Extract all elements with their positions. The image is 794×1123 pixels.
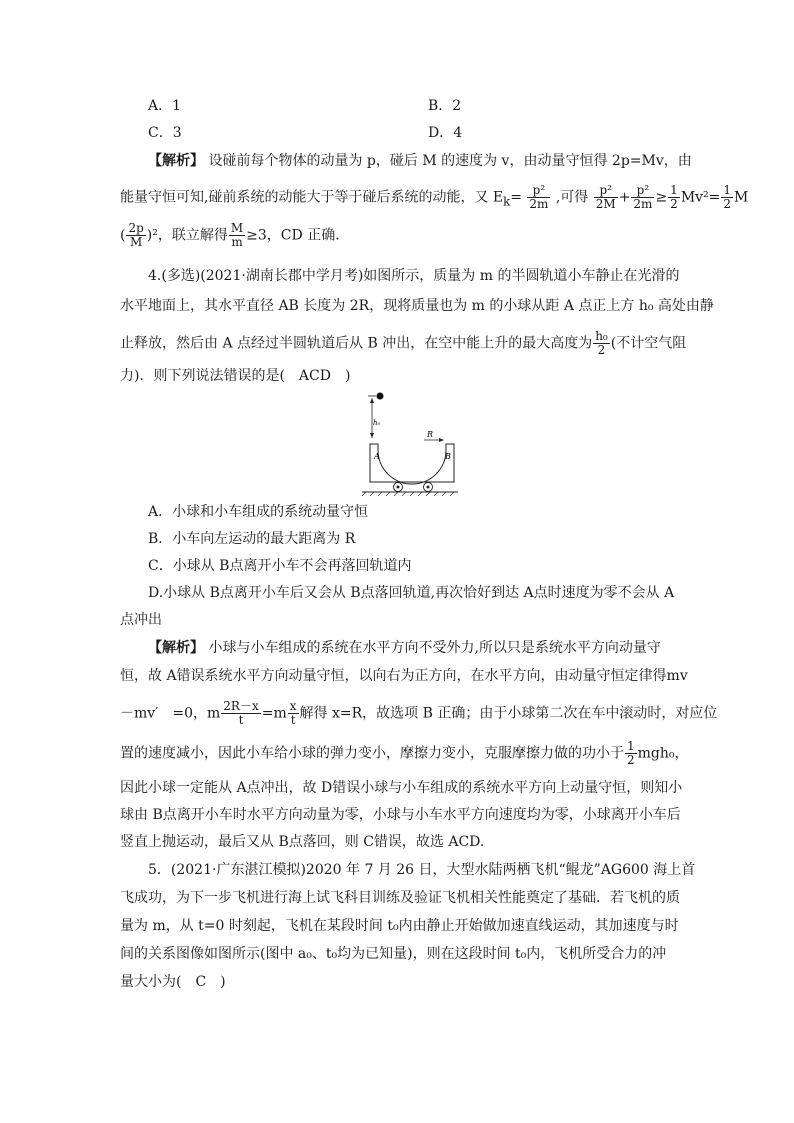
- fraction: $\frac{M}{m}$: [230, 221, 244, 249]
- analysis-line: 恒，故 A错误系统水平方向动量守恒，以向右为正方向，在水平方向，由动量守恒定律得mv: [120, 668, 688, 684]
- fraction: $\frac{x}{t}$: [289, 699, 297, 727]
- analysis-line: 竖直上抛运动，最后又从 B点落回，则 C错误，故选 ACD.: [120, 834, 485, 850]
- option-b: B．小车向左运动的最大距离为 R: [148, 531, 356, 547]
- question-5-stem: 间的关系图像如图所示(图中 a₀、t₀均为已知量)，则在这段时间 t₀内，飞机所受合力的冲: [120, 946, 667, 962]
- question-5-stem: 量大小为( C ): [120, 974, 226, 990]
- analysis-line: [148, 638, 676, 658]
- analysis-text: M: [734, 189, 749, 206]
- b-label: B: [445, 452, 451, 461]
- fraction: $\frac{\text{p²}}{2m}$: [633, 183, 653, 211]
- stem-text: (不计空气阻: [610, 335, 687, 352]
- analysis-tag: 【解析】: [148, 640, 204, 656]
- option-d: D．4: [428, 125, 463, 141]
- analysis-text: =: [510, 189, 522, 206]
- option-c: C．小球从 B点离开小车不会再落回轨道内: [148, 558, 412, 574]
- analysis-text: 能量守恒可知,碰前系统的动能大于等于碰后系统的动能，又 E: [120, 189, 504, 206]
- fraction: $\frac{2R-x}{t}$: [223, 699, 259, 727]
- analysis-text: 解得 x=R，故选项 B 正确；由于小球第二次在车中滚动时，对应位: [299, 705, 718, 722]
- fraction: $\frac{2p}{M}$: [128, 221, 144, 249]
- analysis-line: 因此小球一定能从 A点冲出，故 D错误小球与小车组成的系统水平方向上动量守恒，则知小: [120, 780, 683, 796]
- analysis-line: [120, 222, 676, 249]
- analysis-text: mgh₀，: [637, 745, 689, 762]
- fraction: $\frac{\text{h₀}}{2}$: [595, 329, 608, 357]
- analysis-line: [148, 151, 692, 171]
- subscript: k: [503, 194, 511, 209]
- ball-icon: [377, 393, 384, 400]
- stem-text: 止释放，然后由 A 点经过半圆轨道后从 B 冲出，在空中能上升的最大高度为: [120, 335, 593, 352]
- analysis-line: [120, 699, 718, 727]
- analysis-line: 球由 B点离开小车时水平方向动量为零，小球与小车水平方向速度均为零，小球离开小车后: [120, 807, 681, 823]
- option-c: C．3: [148, 125, 182, 141]
- analysis-text: ≥: [655, 189, 668, 206]
- h0-label: h₀: [373, 419, 381, 427]
- analysis-text: m: [207, 705, 221, 722]
- fraction: $\frac{1}{2}$: [670, 183, 678, 211]
- analysis-text: 设碰前每个物体的动量为 p，碰后 M 的速度为 v，由动量守恒得 2p=Mv，由: [208, 153, 692, 169]
- analysis-text: ,可得: [555, 189, 589, 206]
- analysis-text: 置的速度减小，因此小车给小球的弹力变小，摩擦力变小，克服摩擦力做的功小于: [120, 745, 624, 762]
- analysis-text: (: [120, 227, 126, 244]
- cart-track-diagram: [360, 388, 460, 496]
- analysis-line: [120, 739, 689, 767]
- question-5-stem: 飞成功，为下一步飞机进行海上试飞科目训练及验证飞机相关性能奠定了基础．若飞机的质: [120, 890, 680, 906]
- fraction: $\frac{1}{2}$: [723, 183, 732, 211]
- option-d-cont: 点冲出: [120, 612, 162, 628]
- question-4-stem: [120, 329, 687, 357]
- question-4-stem: 力)．则下列说法错误的是( ACD ): [120, 368, 351, 384]
- question-4-stem: 水平地面上，其水平直径 AB 长度为 2R，现将质量也为 m 的小球从距 A 点正上方 h₀ 高处由静: [120, 298, 714, 314]
- question-4-stem: 4.(多选)(2021·湖南长郡中学月考)如图所示，质量为 m 的半圆轨道小车静止在光滑的: [148, 268, 680, 284]
- analysis-text: +: [618, 189, 631, 206]
- option-d: D.小球从 B点离开小车后又会从 B点落回轨道,再次恰好到达 A点时速度为零不会从 A: [148, 585, 675, 601]
- fraction: $\frac{\text{p²}}{2m}$: [529, 183, 549, 211]
- question-5-stem: 量为 m，从 t=0 时刻起，飞机在某段时间 t₀内由静止开始做加速直线运动，其加速度与时: [120, 918, 679, 934]
- option-a: A．1: [148, 98, 182, 114]
- fraction: $\frac{\text{p²}}{2M}$: [595, 183, 616, 211]
- analysis-text: ≥3，CD 正确.: [246, 227, 340, 244]
- analysis-text: 小球与小车组成的系统在水平方向不受外力,所以只是系统水平方向动量守: [208, 640, 661, 656]
- analysis-text: )²，联立解得: [146, 227, 228, 244]
- analysis-text: －mv′ =0，: [120, 705, 208, 722]
- analysis-text: Mv²=: [680, 189, 721, 206]
- analysis-tag: 【解析】: [148, 153, 204, 169]
- option-a: A．小球和小车组成的系统动量守恒: [148, 504, 369, 520]
- a-label: A: [374, 452, 380, 461]
- question-5-stem: 5．(2021·广东湛江模拟)2020 年 7 月 26 日，大型水陆两栖飞机“鲲龙”AG600 海上首: [148, 862, 696, 878]
- analysis-text: =m: [261, 705, 287, 722]
- cart-track-figure: [360, 388, 460, 496]
- r-label: R: [427, 430, 434, 439]
- fraction: $\frac{1}{2}$: [627, 739, 635, 767]
- analysis-line: [120, 183, 749, 211]
- option-b: B．2: [428, 98, 462, 114]
